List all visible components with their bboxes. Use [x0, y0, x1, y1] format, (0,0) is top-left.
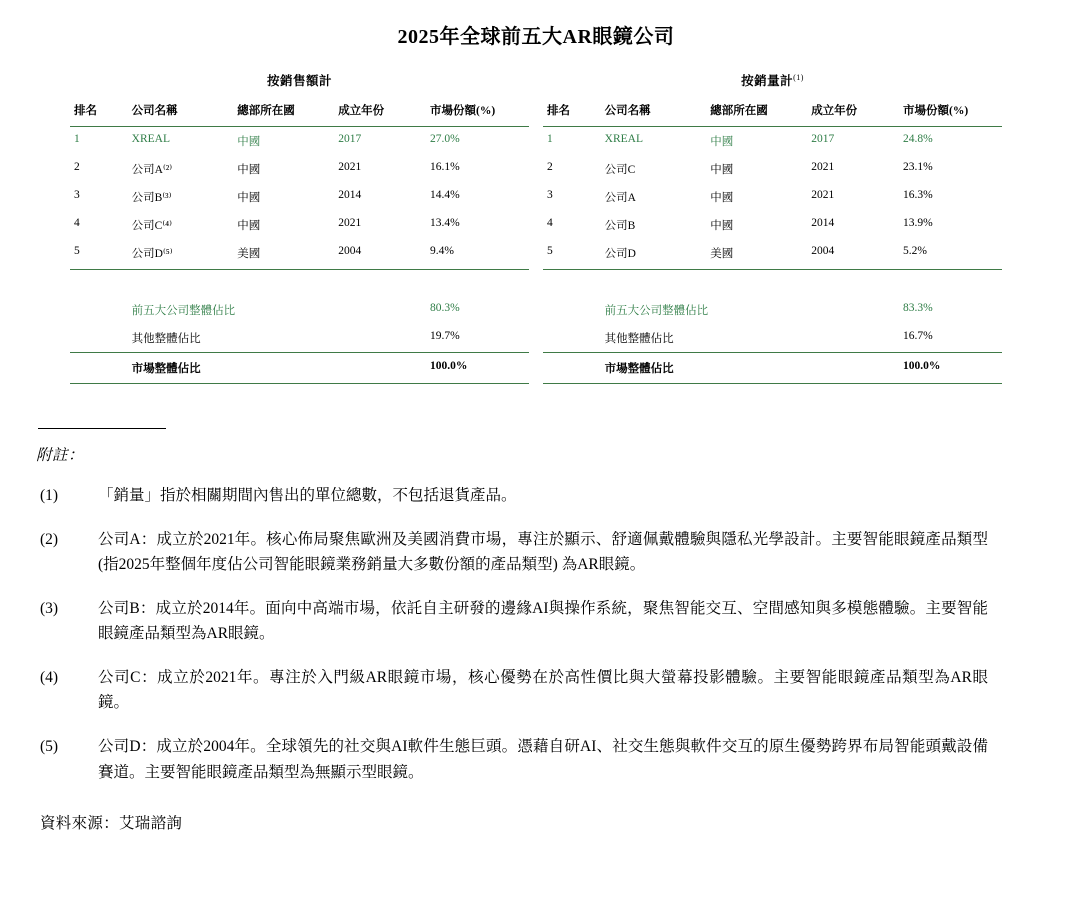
cell-rank: 5	[543, 239, 603, 270]
cell-hq: 中國	[237, 136, 261, 148]
table-head	[70, 97, 529, 127]
cell-company: 公司B	[604, 220, 636, 232]
cell-share: 16.3%	[902, 189, 933, 201]
table-row	[543, 127, 1002, 156]
footnote-item	[36, 527, 1008, 578]
cell-hq: 中國	[710, 164, 734, 176]
summary-label: 前五大公司整體佔比	[604, 305, 709, 317]
summary-label: 其他整體佔比	[131, 333, 201, 345]
table-row	[543, 155, 1002, 183]
cell-share: 23.1%	[902, 161, 933, 173]
cell-company: 公司C⁽⁴⁾	[131, 220, 172, 232]
summary-row-top5	[70, 296, 529, 324]
table-by-sales-volume	[543, 71, 1002, 384]
column-header-share: 市場份額(%)	[428, 97, 529, 127]
footnote-number: (5)	[40, 737, 59, 755]
cell-rank: 3	[547, 189, 553, 201]
table-row	[70, 211, 529, 239]
cell-year: 2021	[338, 161, 362, 173]
summary-value: 100.0%	[901, 353, 1002, 384]
cell-share: 9.4%	[428, 239, 529, 270]
footnote-number: (4)	[40, 668, 59, 686]
table-header-row	[70, 97, 529, 127]
footnote-item	[36, 483, 1008, 509]
table-by-sales-value	[70, 71, 529, 384]
footnotes-label: 附註：	[36, 447, 85, 464]
spacer-cell	[543, 270, 1002, 297]
cell-share: 14.4%	[429, 189, 460, 201]
summary-row-others	[543, 324, 1002, 353]
cell-hq: 中國	[237, 164, 261, 176]
cell-rank: 2	[547, 161, 553, 173]
table-row	[70, 155, 529, 183]
page-title: 2025年全球前五大AR眼鏡公司	[397, 26, 675, 48]
cell-share: 16.1%	[429, 161, 460, 173]
footnote-divider	[38, 428, 166, 429]
cell-hq: 中國	[237, 192, 261, 204]
table-row	[70, 183, 529, 211]
cell-rank: 1	[74, 133, 80, 145]
footnote-text: 「銷量」指於相關期間內售出的單位總數，不包括退貨產品。	[98, 487, 517, 504]
cell-share: 5.2%	[901, 239, 1002, 270]
footnote-item	[36, 734, 1008, 785]
table-caption	[543, 71, 1002, 89]
table-spacer	[70, 270, 529, 297]
cell-year: 2014	[811, 217, 835, 229]
cell-rank: 1	[547, 133, 553, 145]
summary-value: 19.7%	[429, 330, 460, 342]
column-header-company: 公司名稱	[603, 97, 709, 127]
summary-value: 80.3%	[429, 302, 460, 314]
footnote-text: 公司C：成立於2021年。專注於入門級AR眼鏡市場，核心優勢在於高性價比與大螢幕投影體驗。主要智能眼鏡產品類型為AR眼鏡。	[98, 668, 988, 712]
cell-year: 2021	[811, 161, 835, 173]
cell-hq: 中國	[237, 220, 261, 232]
cell-rank: 2	[74, 161, 80, 173]
summary-row-total	[70, 353, 529, 384]
column-header-company: 公司名稱	[130, 97, 236, 127]
footnote-number: (1)	[40, 487, 59, 504]
tables-container	[32, 71, 1040, 384]
cell-hq: 美國	[235, 239, 336, 270]
summary-empty	[70, 353, 130, 384]
summary-empty	[70, 296, 130, 324]
cell-year: 2017	[338, 133, 362, 145]
table-row	[543, 183, 1002, 211]
cell-rank: 5	[70, 239, 130, 270]
cell-company: 公司B⁽³⁾	[131, 192, 172, 204]
table-head	[543, 97, 1002, 127]
table-row	[70, 127, 529, 156]
summary-value: 100.0%	[428, 353, 529, 384]
cell-share: 13.9%	[902, 217, 933, 229]
cell-company: XREAL	[604, 133, 643, 145]
spacer-cell	[70, 270, 529, 297]
summary-label: 其他整體佔比	[604, 333, 674, 345]
summary-value: 16.7%	[902, 330, 933, 342]
cell-rank: 4	[74, 217, 80, 229]
cell-hq: 中國	[710, 220, 734, 232]
cell-share: 13.4%	[429, 217, 460, 229]
cell-rank: 4	[547, 217, 553, 229]
cell-year: 2004	[336, 239, 428, 270]
table-row	[543, 211, 1002, 239]
cell-year: 2004	[809, 239, 901, 270]
summary-value: 83.3%	[902, 302, 933, 314]
footnote-number: (2)	[40, 530, 59, 548]
cell-rank: 3	[74, 189, 80, 201]
summary-label: 前五大公司整體佔比	[131, 305, 236, 317]
footnotes-section	[32, 428, 1040, 833]
table-row	[543, 239, 1002, 270]
column-header-rank: 排名	[70, 97, 130, 127]
cell-hq: 中國	[710, 136, 734, 148]
cell-year: 2021	[338, 217, 362, 229]
summary-row-total	[543, 353, 1002, 384]
footnote-number: (3)	[40, 599, 59, 617]
table-caption-footnote: (1)	[793, 72, 804, 82]
table-spacer	[543, 270, 1002, 297]
cell-company: 公司A⁽²⁾	[131, 164, 173, 176]
footnote-item	[36, 596, 1008, 647]
cell-company: XREAL	[131, 133, 170, 145]
cell-company: 公司C	[604, 164, 636, 176]
cell-share: 27.0%	[429, 133, 460, 145]
table-header-row	[543, 97, 1002, 127]
column-header-hq: 總部所在國	[235, 97, 336, 127]
table-caption-text: 按銷售額計	[266, 74, 332, 88]
cell-year: 2021	[811, 189, 835, 201]
cell-company: 公司A	[604, 192, 636, 204]
cell-year: 2014	[338, 189, 362, 201]
data-table	[70, 97, 529, 384]
summary-empty	[70, 324, 130, 353]
data-table	[543, 97, 1002, 384]
column-header-year: 成立年份	[809, 97, 901, 127]
summary-empty	[543, 353, 603, 384]
column-header-rank: 排名	[543, 97, 603, 127]
column-header-year: 成立年份	[336, 97, 428, 127]
footnote-text: 公司B：成立於2014年。面向中高端市場，依託自主研發的邊緣AI與操作系統，聚焦智能交互、空間感知與多模態體驗。主要智能眼鏡產品類型為AR眼鏡。	[98, 599, 988, 643]
footnote-item	[36, 665, 1008, 716]
column-header-hq: 總部所在國	[708, 97, 809, 127]
summary-row-others	[70, 324, 529, 353]
cell-share: 24.8%	[902, 133, 933, 145]
summary-empty	[543, 324, 603, 353]
summary-label: 市場整體佔比	[130, 353, 428, 384]
footnote-text: 公司A：成立於2021年。核心佈局聚焦歐洲及美國消費市場，專注於顯示、舒適佩戴體驗與隱私光學設計。主要智能眼鏡產品類型 (指2025年整個年度佔公司智能眼鏡業務銷量大多數份額的產品類型) 為AR眼鏡。	[98, 530, 988, 574]
table-caption-text: 按銷量計	[741, 74, 794, 88]
cell-hq: 中國	[710, 192, 734, 204]
summary-empty	[543, 296, 603, 324]
column-header-share: 市場份額(%)	[901, 97, 1002, 127]
table-row	[70, 239, 529, 270]
cell-year: 2017	[811, 133, 835, 145]
footnote-text: 公司D：成立於2004年。全球領先的社交與AI軟件生態巨頭。憑藉自研AI、社交生態與軟件交互的原生優勢跨界布局智能頭戴設備賽道。主要智能眼鏡產品類型為無顯示型眼鏡。	[98, 737, 988, 781]
table-caption	[70, 71, 529, 89]
cell-company: 公司D	[603, 239, 709, 270]
cell-hq: 美國	[708, 239, 809, 270]
summary-label: 市場整體佔比	[603, 353, 901, 384]
table-body	[543, 127, 1002, 384]
table-body	[70, 127, 529, 384]
cell-company: 公司D⁽⁵⁾	[130, 239, 236, 270]
summary-row-top5	[543, 296, 1002, 324]
source-line: 資料來源：艾瑞諮詢	[40, 815, 183, 833]
